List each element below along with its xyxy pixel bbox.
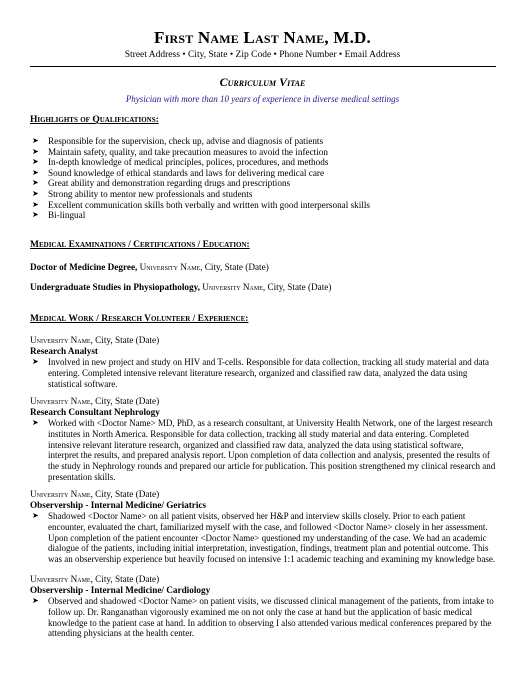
arrow-bullet-icon: ➤ (32, 136, 39, 145)
job-location (30, 335, 500, 346)
section-heading-education: Medical Examinations / Certifications / Education: (30, 240, 250, 250)
cv-title: Curriculum Vitae (219, 75, 306, 89)
education-entry (30, 262, 500, 273)
job-description (30, 511, 496, 565)
arrow-bullet-icon: ➤ (32, 199, 39, 209)
arrow-bullet-icon: ➤ (32, 167, 39, 177)
contact-line: Street Address • City, State • Zip Code • Phone Number • Email Address (124, 50, 401, 60)
arrow-bullet-icon: ➤ (32, 146, 39, 156)
highlight-text: Responsible for the supervision, check up, advise and diagnosis of patients (48, 136, 324, 146)
candidate-name: First Name Last Name, M.D. (154, 28, 371, 47)
school-name: University Name, (30, 574, 93, 584)
section-heading-experience: Medical Work / Research Volunteer / Experience: (30, 314, 249, 324)
school-name: University Name, (139, 262, 203, 272)
school-location: City, State (Date) (204, 262, 269, 272)
header-divider (30, 66, 496, 67)
school-location: City, State (Date) (267, 282, 332, 292)
job-paragraph: ➤ Worked with <Doctor Name> MD, PhD, as a research consultant, at University Health Network, one of the largest research institutes in North America. Responsible for data collection, tracking all study material and data entering. Completed intensive relevant literature research, organized and classified raw data, analyzed the data using statistical software, interpret the results, and prepared analysis report. Upon completion of data collection and analysis, presented the results of the study in Nephrology rounds and prepared our article for publication. This position strengthened my clinical research and presentation skills. (32, 418, 496, 482)
school-name: University Name, (30, 335, 93, 345)
highlights-list (30, 136, 500, 221)
highlight-item (30, 178, 500, 189)
arrow-bullet-icon: ➤ (32, 418, 39, 427)
highlight-text: Excellent communication skills both verbally and written with good interpersonal skills (48, 199, 371, 210)
arrow-bullet-icon: ➤ (32, 157, 39, 167)
highlight-item (30, 168, 500, 179)
job-location (30, 574, 500, 585)
highlight-text: Bi-lingual (48, 210, 86, 221)
job-role: Observership - Internal Medicine/ Cardiology (30, 585, 211, 595)
cv-tagline: Physician with more than 10 years of experience in diverse medical settings (125, 94, 400, 104)
highlight-item (30, 147, 500, 158)
section-heading-highlights: Highlights of Qualifications: (30, 115, 159, 125)
highlight-text: Great ability and demonstration regarding drugs and prescriptions (48, 178, 291, 189)
arrow-bullet-icon: ➤ (32, 357, 39, 366)
job-role: Observership - Internal Medicine/ Geriatrics (30, 500, 207, 510)
highlight-text: In-depth knowledge of medical principles, polices, procedures, and methods (48, 157, 329, 168)
job-paragraph: ➤ Observed and shadowed <Doctor Name> on patient visits, we discussed clinical management of the patients, from intake to follow up. Dr. Ranganathan vigorously examined me on not only the case at hand but the application of basic medical knowledge to the patient case at hand. In addition to observing I also attended various medical conferences prepared by the attending physicians at the health center. (32, 596, 494, 639)
job-paragraph: ➤ Involved in new project and study on HIV and T-cells. Responsible for data collection, tracking all study material and data entering. Completed intensive relevant literature research, organized and classified raw data, analyzed the data using statistical software. (32, 357, 489, 389)
arrow-bullet-icon: ➤ (32, 511, 39, 520)
arrow-bullet-icon: ➤ (32, 178, 39, 188)
highlight-item (30, 157, 500, 168)
arrow-bullet-icon: ➤ (32, 596, 39, 605)
highlight-text: Sound knowledge of ethical standards and laws for delivering medical care (48, 167, 325, 178)
job-description (30, 357, 496, 389)
highlight-text: Maintain safety, quality, and take precaution measures to avoid the infection (48, 146, 328, 157)
arrow-bullet-icon: ➤ (32, 188, 39, 198)
highlight-item (30, 210, 500, 221)
job-role: Research Analyst (30, 346, 98, 356)
school-name: University Name, (202, 282, 266, 292)
job-description (30, 418, 496, 483)
school-location: City, State (Date) (95, 335, 160, 345)
school-location: City, State (Date) (95, 489, 160, 499)
school-name: University Name, (30, 489, 93, 499)
highlight-item (30, 189, 500, 200)
highlight-item (30, 200, 500, 211)
arrow-bullet-icon: ➤ (32, 210, 39, 220)
school-location: City, State (Date) (95, 574, 160, 584)
school-name: University Name, (30, 396, 93, 406)
job-location (30, 489, 500, 500)
school-location: City, State (Date) (95, 396, 160, 406)
education-entry (30, 282, 500, 293)
job-location (30, 396, 500, 407)
job-role: Research Consultant Nephrology (30, 407, 160, 417)
degree-title: Undergraduate Studies in Physiopathology, (30, 282, 200, 292)
degree-title: Doctor of Medicine Degree, (30, 262, 138, 272)
highlight-text: Strong ability to mentor new professionals and students (48, 188, 253, 199)
job-description (30, 596, 496, 639)
highlight-item (30, 136, 500, 147)
job-paragraph: ➤ Shadowed <Doctor Name> on all patient visits, observed her H&P and interview skills closely. Prior to each patient encounter, evaluated the chart, familiarized myself with the case, and followed <Doctor Name> closely in her assessment. Upon completion of the patient encounter <Doctor Name> questioned my understanding of the case. We had an academic dialogue of the patients, including initial interpretation, investigation, findings, treatment plan and potential outcome. This was an observership experience but heavily focused on intensive 1:1 academic teaching and examining my knowledge base. (32, 511, 496, 565)
